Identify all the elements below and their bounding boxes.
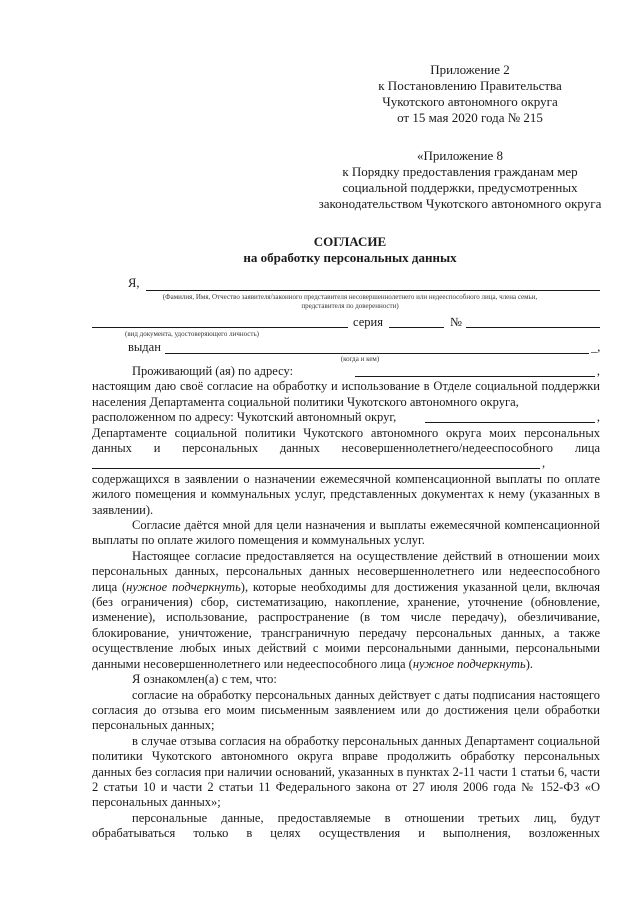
appendix-2-line-1: Приложение 2 [430, 62, 510, 77]
document-title: СОГЛАСИЕ [313, 234, 387, 249]
minor-person-field-line[interactable] [92, 468, 540, 469]
third-party-paragraph: персональные данные, предоставляемые в отношении третьих лиц, будут обрабатываться только в целях осуществления и выполнения, возложенных [92, 810, 600, 841]
appendix-8-line-1: «Приложение 8 [416, 148, 504, 163]
office-address-field-line[interactable] [425, 422, 595, 423]
document-subtitle: на обработку персональных данных [243, 250, 457, 265]
appendix-2-line-2: к Постановлению Правительства [378, 78, 562, 93]
vydan-label: выдан [128, 340, 161, 354]
appendix-2-line-3: Чукотского автономного округа [382, 94, 558, 109]
number-label: № [450, 315, 462, 329]
seria-field-line[interactable] [389, 327, 444, 328]
actions-paragraph: Настоящее согласие предоставляется на осуществление действий в отношении моих персональных данных, персональных данных несовершеннолетнего или недееспособного лица (нужное подчеркнуть), которые необходимы для достижения указанной цели, включая (без ограничения) сбор, систематизацию, накопление, хранение, уточнение (обновление, изменение), использование, распространение (в том числе передачу), обезличивание, блокирование, уничтожение, трансграничную передачу персональных данных, а также осуществление любых иных действий с моими персональными данными, персональными данными несовершеннолетнего или недееспособного лица (нужное подчеркнуть). [92, 548, 601, 671]
address-paragraph-start: Проживающий (ая) по адресу: , [132, 364, 600, 378]
person-field-row: , [92, 456, 600, 471]
office-address-label: расположенном по адресу: Чукотский автономный округ, [92, 410, 397, 425]
document-type-caption: (вид документа, удостоверяющего личность) [124, 330, 259, 338]
department-text: Департаменте социальной политики Чукотского автономного округа моих персональных данных и персональных данных несовершеннолетнего/недееспособного лица [92, 425, 600, 456]
appendix-8-line-2: к Порядку предоставления гражданам мер [342, 164, 578, 179]
consent-paragraph [92, 379, 600, 410]
purpose-paragraph: Согласие даётся мной для цели назначения и выплаты ежемесячной компенсационной выплаты по оплате жилого помещения и коммунальных услуг. [92, 518, 600, 548]
consent-text-1: настоящим даю своё согласие на обработку и использование в Отделе социальной поддержки населения Департамента социальной политики Чукотского автономного округа, [92, 379, 600, 409]
fio-caption-2: представителя по доверенности) [301, 302, 399, 310]
ya-label: Я, [128, 276, 140, 290]
appendix-2-line-4: от 15 мая 2020 года № 215 [397, 110, 543, 125]
consent-body [92, 364, 600, 842]
appendix-8-line-4: законодательством Чукотского автономного округа [318, 196, 602, 211]
acknowledgement-heading: Я ознакомлен(а) с тем, что: [132, 672, 277, 687]
seria-label: серия [353, 315, 383, 329]
document-type-field-line[interactable] [92, 327, 348, 328]
revocation-paragraph: в случае отзыва согласия на обработку персональных данных Департамент социальной политики Чукотского автономного округа вправе продолжить обработку персональных данных без согласия при наличии оснований, указанных в пунктах 2-11 части 1 статьи 6, части 2 статьи 10 и части 2 статьи 11 Федерального закона от 27 июля 2006 года № 152-ФЗ «О персональных данных»; [92, 733, 600, 810]
office-address-line: расположенном по адресу: Чукотский автономный округ, , [92, 410, 600, 425]
application-text: содержащихся в заявлении о назначении ежемесячной компенсационной выплаты по оплате жилого помещения и коммунальных услуг, представленных документах к нему (указанных в заявлении). [92, 471, 600, 517]
fio-field-line[interactable] [146, 290, 600, 291]
vydan-field-line[interactable] [165, 353, 589, 354]
fio-caption-1: (Фамилия, Имя, Отчество заявителя/законного представителя несовершеннолетнего или недееспособного лица, члена семьи, [162, 293, 538, 301]
number-field-line[interactable] [466, 327, 600, 328]
validity-paragraph: согласие на обработку персональных данных действует с даты подписания настоящего согласия до отзыва его моим письменным заявлением или до достижения цели обработки персональных данных; [92, 687, 600, 733]
appendix-8-header [312, 148, 608, 212]
appendix-2-header [370, 62, 570, 126]
address-label: Проживающий (ая) по адресу: [132, 364, 294, 378]
appendix-8-line-3: социальной поддержки, предусмотренных [342, 180, 578, 195]
vydan-caption: (когда и кем) [340, 355, 380, 363]
vydan-end: _, [591, 340, 601, 354]
